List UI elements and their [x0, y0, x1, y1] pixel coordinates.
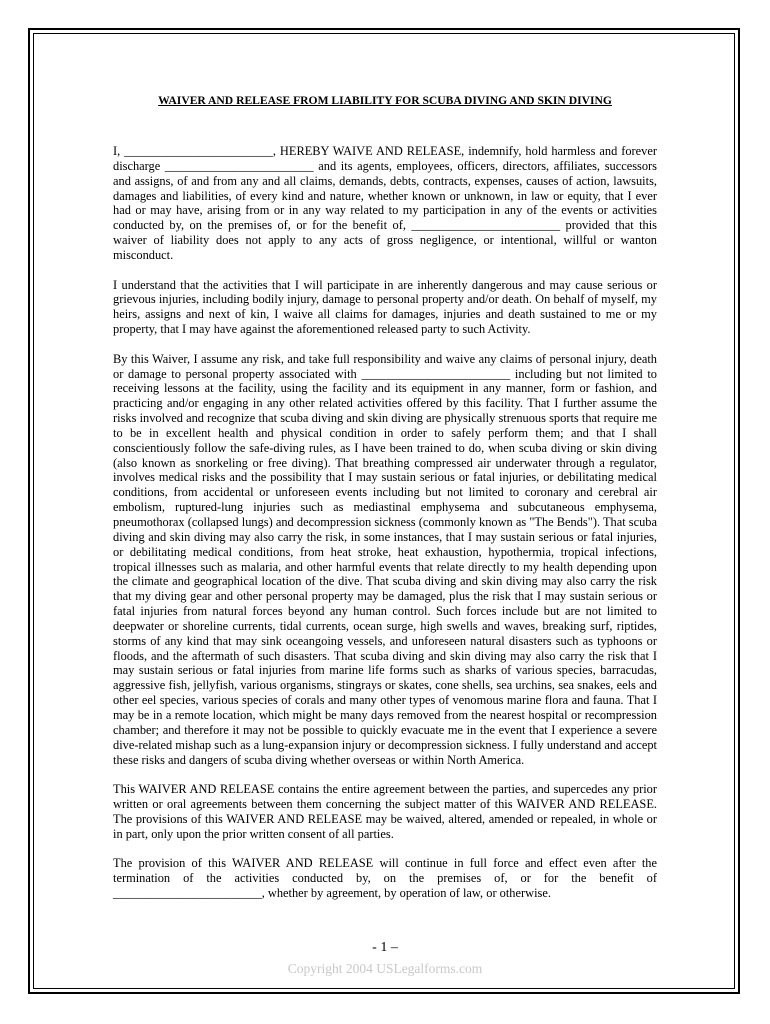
paragraph-entire-agreement: This WAIVER AND RELEASE contains the entire agreement between the parties, and supercedes any prior written or oral agreements between them concerning the subject matter of this WAIVER AND RELEASE. The provisions of this WAIVER AND RELEASE may be waived, altered, amended or repealed, in whole or in part, only upon the prior written consent of all parties. [113, 782, 657, 841]
paragraph-release: I, ________________________, HEREBY WAIVE AND RELEASE, indemnify, hold harmless and forever discharge ________________________ and its agents, employees, officers, directors, affiliates, successors and assigns, of and from any and all claims, demands, debts, contracts, expenses, causes of action, lawsuits, damages and liabilities, of every kind and nature, whether known or unknown, in law or equity, that I ever had or may have, arising from or in any way related to my participation in any of the events or activities conducted by, on the premises of, or for the benefit of, ________________________ provided that this waiver of liability does not apply to any acts of gross negligence, or intentional, willful or wanton misconduct. [113, 144, 657, 262]
copyright-notice: Copyright 2004 USLegalforms.com [287, 961, 483, 976]
paragraph-understanding: I understand that the activities that I will participate in are inherently dangerous and may cause serious or grievous injuries, including bodily injury, damage to personal property and/or death. On behalf of myself, my heirs, assigns and next of kin, I waive all claims for damages, injuries and death sustained to me or my property, that I may have against the aforementioned released party to such Activity. [113, 277, 657, 337]
paragraph-continuation: The provision of this WAIVER AND RELEASE will continue in full force and effect even after the termination of the activities conducted by, on the premises of, or for the benefit of ________________________, whether by agreement, by operation of law, or otherwise. [113, 856, 657, 900]
document-body [113, 88, 657, 916]
document-title: WAIVER AND RELEASE FROM LIABILITY FOR SCUBA DIVING AND SKIN DIVING [158, 94, 612, 107]
page-number: - 1 – [372, 940, 398, 955]
paragraph-assumption-of-risk: By this Waiver, I assume any risk, and take full responsibility and waive any claims of personal injury, death or damage to personal property associated with ________________________ including but not limited to receiving lessons at the facility, using the facility and its equipment in any manner, form or fashion, and practicing and/or engaging in any other related activities offered by this facility. That I further assume the risks involved and recognize that scuba diving and skin diving are physically strenuous sports that require me to be in excellent health and physical condition in order to safely perform them; and that I shall conscientiously follow the safe-diving rules, as I have been trained to do, when scuba diving or skin diving (also known as snorkeling or free diving). That breathing compressed air underwater through a regulator, involves medical risks and the possibility that I may sustain serious or fatal injuries, or debilitating medical conditions, from accidental or unforeseen events including but not limited to coronary and cerebral air embolism, ruptured-lung injuries such as mediastinal emphysema and subcutaneous emphysema, pneumothorax (collapsed lungs) and decompression sickness (commonly known as "The Bends"). That scuba diving and skin diving may also carry the risk, in some instances, that I may sustain serious or fatal injuries, or debilitating medical conditions, from heat stroke, heat exhaustion, hypothermia, tropical infections, tropical illnesses such as malaria, and other harmful events that relate directly to my health depending upon the climate and geographical location of the dive. That scuba diving and skin diving may also carry the risk that my diving gear and other personal property may be damaged, plus the risk that I may sustain serious or fatal injuries from natural forces beyond any human control. Such forces include but are not limited to deepwater or shoreline currents, tidal currents, ocean surge, high swells and waves, breaking surf, riptides, storms of any kind that may sink oceangoing vessels, and unforeseen natural disasters such as typhoons or floods, and the aftermath of such disasters. That scuba diving and skin diving may also carry the risk that I may sustain serious or fatal injuries from marine life forms such as sharks of various species, barracudas, aggressive fish, jellyfish, various organisms, stingrays or skates, cone shells, sea urchins, sea snakes, eels and other eel species, various species of corals and many other types of venomous marine flora and fauna. That I may be in a remote location, which might be many days removed from the nearest hospital or recompression chamber; and therefore it may not be possible to quickly evacuate me in the event that I experience a severe dive-related mishap such as a lung-expansion injury or decompression sickness. I fully understand and accept these risks and dangers of scuba diving whether overseas or within North America. [113, 351, 657, 767]
